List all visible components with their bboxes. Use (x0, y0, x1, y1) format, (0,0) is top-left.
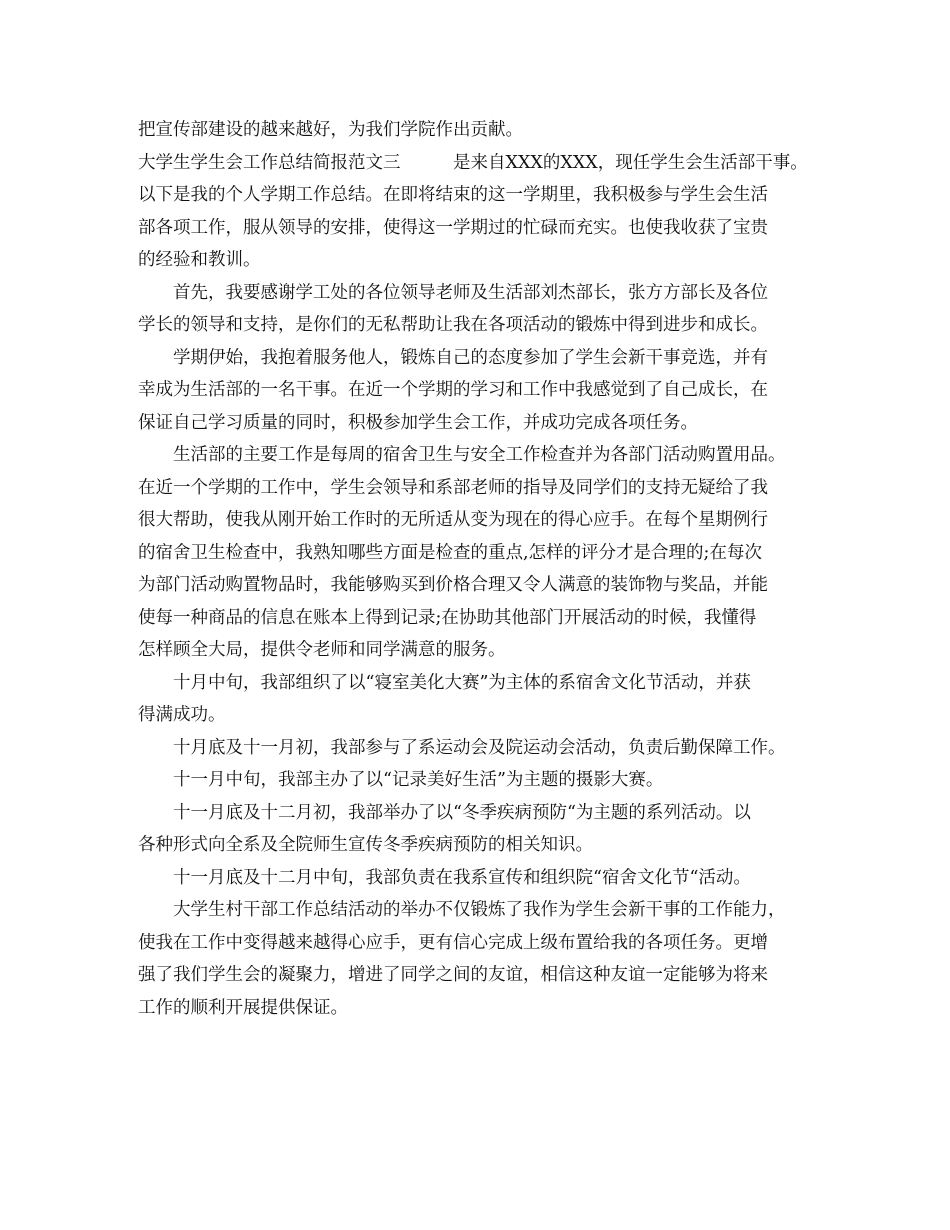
document-body (138, 114, 828, 1024)
text-line: 幸成为生活部的一名干事。在近一个学期的学习和工作中我感觉到了自己成长，在 (138, 380, 768, 400)
text-line: 保证自己学习质量的同时，积极参加学生会工作，并成功完成各项任务。 (138, 412, 698, 433)
text-line: 生活部的主要工作是每周的宿舍卫生与安全工作检查并为各部门活动购置用品。 (138, 445, 786, 465)
text-line: 强了我们学生会的凝聚力，增进了同学之间的友谊，相信这种友谊一定能够为将来 (138, 965, 768, 985)
text-line: 十一月底及十二月初，我部举办了以“冬季疾病预防“为主题的系列活动。以 (138, 802, 751, 823)
text-line: 十一月中旬，我部主办了以“记录美好生活”为主题的摄影大赛。 (138, 770, 664, 790)
text-line: 十月底及十一月初，我部参与了系运动会及院运动会活动，负责后勤保障工作。 (138, 737, 786, 758)
text-line: 学长的领导和支持，是你们的无私帮助让我在各项活动的锻炼中得到进步和成长。 (138, 315, 768, 335)
text-line: 部各项工作，服从领导的安排，使得这一学期过的忙碌而充实。也使我收获了宝贵 (138, 217, 768, 238)
text-line: 十月中旬，我部组织了以“寝室美化大赛”为主体的系宿舍文化节活动，并获 (138, 672, 751, 693)
text-line: 的经验和教训。 (138, 250, 261, 270)
text-line: 使我在工作中变得越来越得心应手，更有信心完成上级布置给我的各项任务。更增 (138, 932, 768, 953)
text-line: 很大帮助，使我从刚开始工作时的无所适从变为现在的得心应手。在每个星期例行 (138, 510, 768, 530)
text-line: 得满成功。 (138, 705, 226, 725)
text-line: 首先，我要感谢学工处的各位领导老师及生活部刘杰部长，张方方部长及各位 (138, 282, 768, 303)
text-line: 使每一种商品的信息在账本上得到记录;在协助其他部门开展活动的时候，我懂得 (138, 607, 757, 628)
text-line: 在近一个学期的工作中，学生会领导和系部老师的指导及同学们的支持无疑给了我 (138, 477, 768, 498)
text-line: 为部门活动购置物品时，我能够购买到价格合理又令人满意的装饰物与奖品，并能 (138, 575, 768, 595)
text-line: 大学生村干部工作总结活动的举办不仅锻炼了我作为学生会新干事的工作能力， (138, 900, 786, 920)
text-line: 各种形式向全系及全院师生宣传冬季疾病预防的相关知识。 (138, 835, 593, 855)
text-line: 十一月底及十二月中旬，我部负责在我系宣传和组织院“宿舍文化节“活动。 (138, 867, 751, 888)
text-line: 的宿舍卫生检查中，我熟知哪些方面是检查的重点,怎样的评分才是合理的;在每次 (138, 542, 762, 563)
text-line: 以下是我的个人学期工作总结。在即将结束的这一学期里，我积极参与学生会生活 (138, 185, 768, 205)
text-line: 怎样顾全大局，提供令老师和同学满意的服务。 (138, 640, 506, 660)
text-line: 大学生学生会工作总结简报范文三 是来自XXX的XXX，现任学生会生活部干事。 (138, 152, 808, 173)
text-line: 把宣传部建设的越来越好，为我们学院作出贡献。 (138, 120, 523, 140)
text-line: 工作的顺利开展提供保证。 (138, 997, 348, 1018)
text-line: 学期伊始，我抱着服务他人，锻炼自己的态度参加了学生会新干事竞选，并有 (138, 347, 768, 368)
